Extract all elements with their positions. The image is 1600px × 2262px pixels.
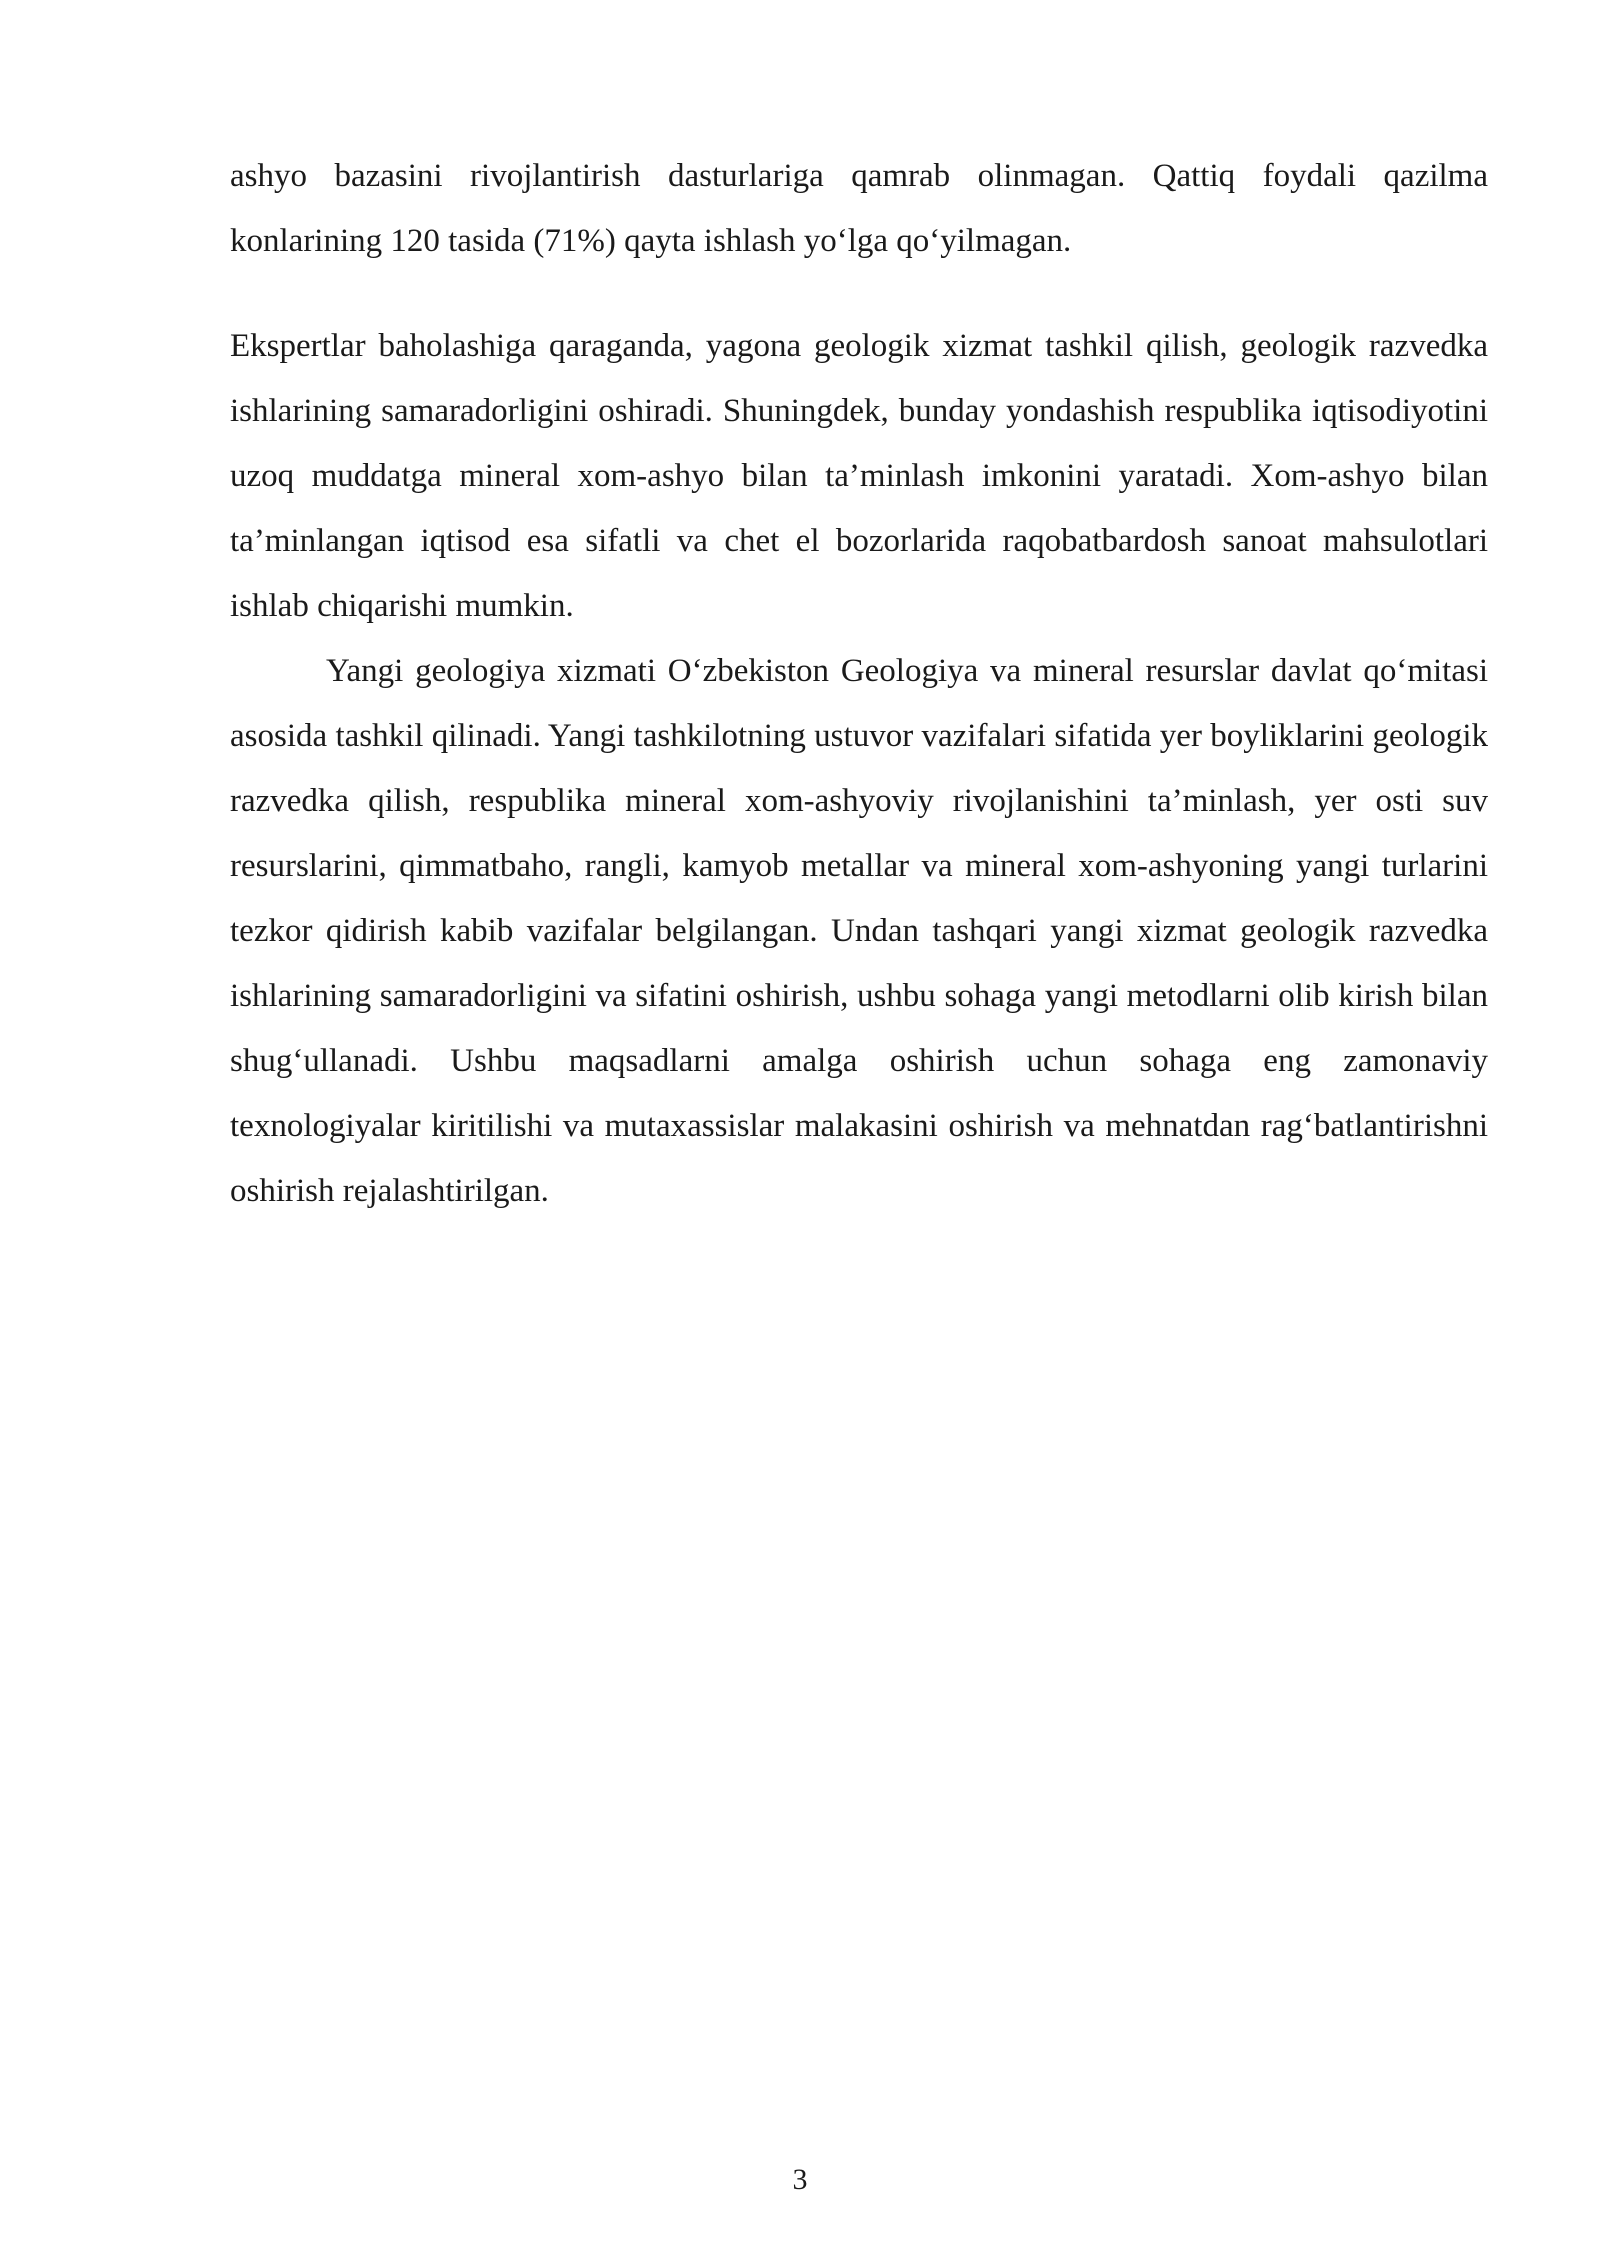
paragraph-new-geology-service: Yangi geologiya xizmati O‘zbekiston Geologiya va mineral resurslar davlat qo‘mitasi asosida tashkil qilinadi. Yangi tashkilotning ustuvor vazifalari sifatida yer boyliklarini geologik razvedka qilish, respublika mineral xom-ashyoviy rivojlanishini ta’minlash, yer osti suv resurslarini, qimmatbaho, rangli, kamyob metallar va mineral xom-ashyoning yangi turlarini tezkor qidirish kabib vazifalar belgilangan. Undan tashqari yangi xizmat geologik razvedka ishlarining samaradorligini va sifatini oshirish, ushbu sohaga yangi metodlarni olib kirish bilan shug‘ullanadi. Ushbu maqsadlarni amalga oshirish uchun sohaga eng zamonaviy texnologiyalar kiritilishi va mutaxassislar malakasini oshirish va mehnatdan rag‘batlantirishni oshirish rejalashtirilgan.	[230, 653, 1488, 1209]
page-number: 3	[792, 2163, 808, 2196]
paragraph-expert-assessment: Ekspertlar baholashiga qaraganda, yagona geologik xizmat tashkil qilish, geologik razvedka ishlarining samaradorligini oshiradi. Shuningdek, bunday yondashish respublika iqtisodiyotini uzoq muddatga mineral xom-ashyo bilan ta’minlash imkonini yaratadi. Xom-ashyo bilan ta’minlangan iqtisod esa sifatli va chet el bozorlarida raqobatbardosh sanoat mahsulotlari ishlab chiqarishi mumkin.	[230, 328, 1488, 624]
paragraph-continuation: ashyo bazasini rivojlantirish dasturlariga qamrab olinmagan. Qattiq foydali qazilma konlarining 120 tasida (71%) qayta ishlash yo‘lga qo‘yilmagan.	[230, 158, 1488, 259]
